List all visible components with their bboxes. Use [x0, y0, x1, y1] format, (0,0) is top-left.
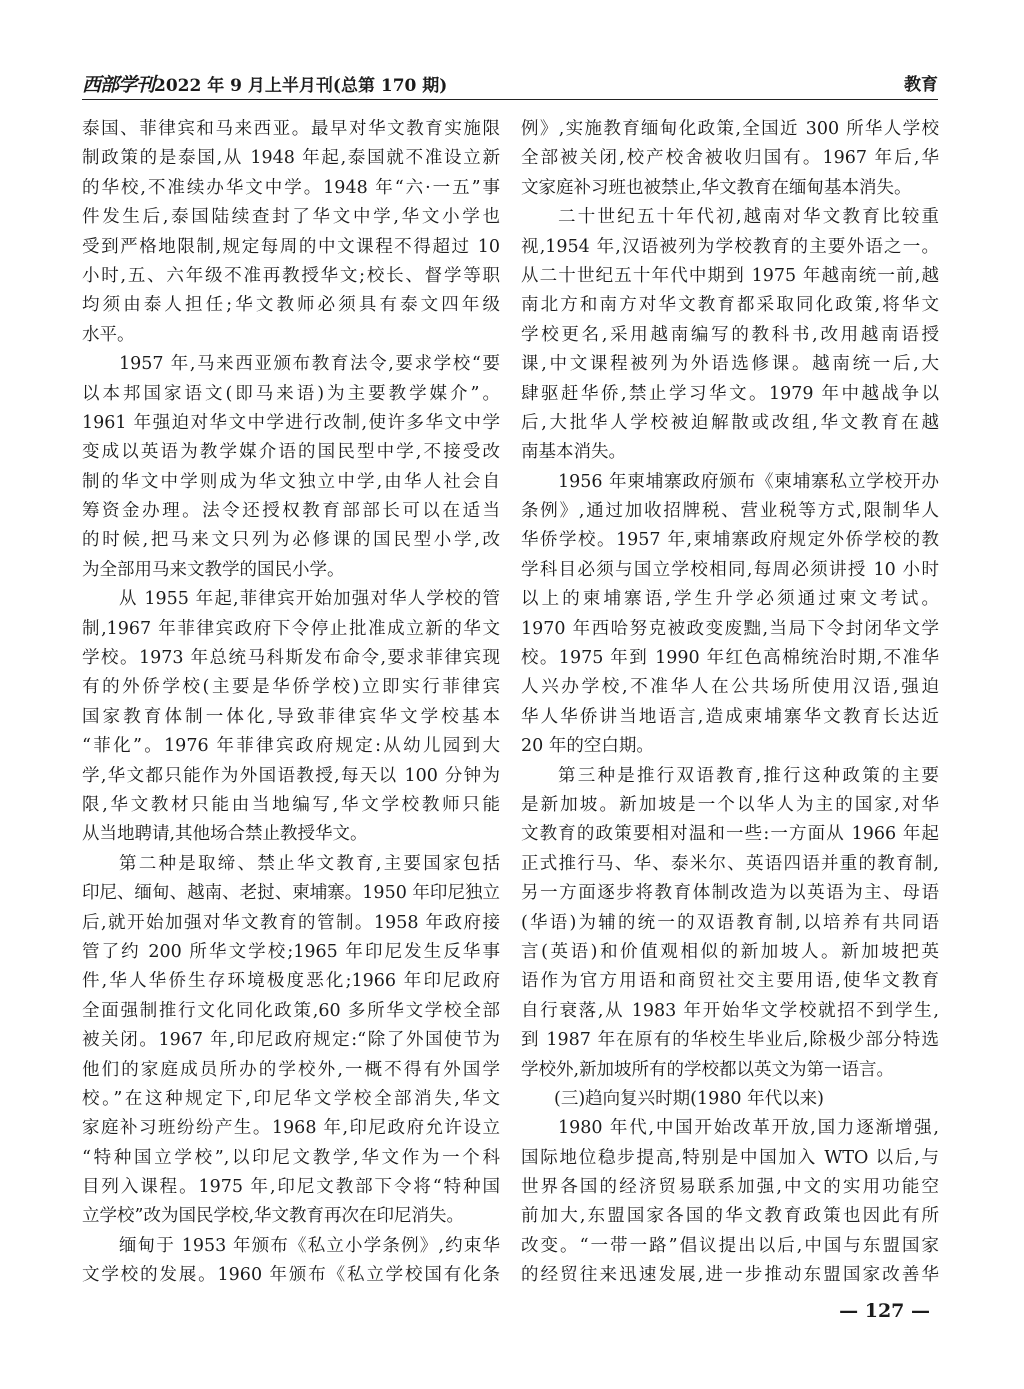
text-line: 文学校的发展。1960 年颁布《私立学校国有化条: [82, 1265, 500, 1286]
text-line: 件,华人华侨生存环境极度恶化;1966 年印尼政府: [82, 971, 500, 992]
text-line: 立学校”改为国民学校,华文教育再次在印尼消失。: [82, 1206, 465, 1227]
journal-logo: 西部学刊: [82, 74, 155, 96]
text-line: 件发生后,泰国陆续查封了华文中学,华文小学也: [82, 207, 500, 228]
text-line: “菲化”。1976 年菲律宾政府规定:从幼儿园到大: [82, 736, 500, 757]
text-line: 人兴办学校,不准华人在公共场所使用汉语,强迫: [521, 677, 939, 698]
text-line: 学科目必须与国立学校相同,每周必须讲授 10 小时: [521, 559, 939, 580]
paragraph: [521, 1114, 939, 1290]
continued-paragraph: [82, 115, 500, 350]
text-line: 1970 年西哈努克被政变废黜,当局下令封闭华文学: [521, 618, 939, 639]
text-line: 受到严格地限制,规定每周的中文课程不得超过 10: [82, 236, 500, 257]
text-line: 华侨学校。1957 年,柬埔寨政府规定外侨学校的教: [521, 530, 939, 551]
header-rule: [82, 99, 938, 100]
text-line: 制,1967 年菲律宾政府下令停止批准成立新的华文: [82, 618, 500, 639]
text-line: 文家庭补习班也被禁止,华文教育在缅甸基本消失。: [521, 177, 912, 198]
text-line: 正式推行马、华、泰米尔、英语四语并重的教育制,: [521, 853, 939, 874]
text-line: 世界各国的经济贸易联系加强,中文的实用功能空: [521, 1177, 939, 1198]
section-subheading: (三)趋向复兴时期(1980 年代以来): [554, 1088, 824, 1109]
text-line: 有的外侨学校(主要是华侨学校)立即实行菲律宾: [82, 677, 500, 698]
right-column: [521, 115, 939, 1291]
text-line: 前加大,东盟国家各国的华文教育政策也因此有所: [521, 1206, 939, 1227]
paragraph: [521, 468, 939, 762]
text-line: 文教育的政策要相对温和一些:一方面从 1966 年起: [521, 824, 939, 845]
text-line: 印尼、缅甸、越南、老挝、柬埔寨。1950 年印尼独立: [82, 883, 500, 904]
section-name: 教育: [904, 75, 938, 95]
text-line: 1980 年代,中国开始改革开放,国力逐渐增强,: [558, 1118, 939, 1139]
issue-info: 2022 年 9 月上半月刊(总第 170 期): [154, 76, 448, 96]
text-line: 另一方面逐步将教育体制改造为以英语为主、母语: [521, 883, 939, 904]
text-line: 目列入课程。1975 年,印尼文教部下令将“特种国: [82, 1177, 500, 1198]
text-line: 1957 年,马来西亚颁布教育法令,要求学校“要: [119, 354, 500, 375]
text-line: 学校更名,采用越南编写的教科书,改用越南语授: [521, 324, 939, 345]
text-line: 变成以英语为教学媒介语的国民型中学,不接受改: [82, 442, 500, 463]
text-line: 泰国、菲律宾和马来西亚。最早对华文教育实施限: [82, 119, 500, 139]
text-line: 第二种是取缔、禁止华文教育,主要国家包括: [119, 853, 500, 874]
paragraph: [521, 762, 939, 1085]
text-line: 是新加坡。新加坡是一个以华人为主的国家,对华: [521, 794, 939, 815]
text-line: 到 1987 年在原有的华校生毕业后,除极少部分特选: [521, 1030, 939, 1051]
text-line: (华语)为辅的统一的双语教育制,以培养有共同语: [521, 912, 939, 933]
text-line: 为全部用马来文教学的国民小学。: [82, 559, 345, 580]
text-line: 国际地位稳步提高,特别是中国加入 WTO 以后,与: [521, 1147, 939, 1168]
text-line: 制的华文中学则成为华文独立中学,由华人社会自: [82, 471, 500, 492]
text-line: 1961 年强迫对华文中学进行改制,使许多华文中学: [82, 412, 500, 433]
text-line: 改变。“一带一路”倡议提出以后,中国与东盟国家: [521, 1235, 939, 1256]
text-line: 从二十世纪五十年代中期到 1975 年越南统一前,越: [521, 265, 939, 286]
text-line: 例》,实施教育缅甸化政策,全国近 300 所华人学校: [521, 119, 939, 139]
text-line: 学校外,新加坡所有的学校都以英文为第一语言。: [521, 1059, 895, 1080]
continued-paragraph: [521, 115, 939, 203]
left-column: [82, 115, 500, 1291]
paragraph: [521, 203, 939, 468]
text-line: 筹资金办理。法令还授权教育部部长可以在适当: [82, 501, 500, 522]
text-line: 小时,五、六年级不准再教授华文;校长、督学等职: [82, 265, 500, 286]
text-line: 全部被关闭,校产校舍被收归国有。1967 年后,华: [521, 148, 939, 169]
text-line: 家庭补习班纷纷产生。1968 年,印尼政府允许设立: [82, 1118, 500, 1139]
text-line: 管了约 200 所华文学校;1965 年印尼发生反华事: [82, 941, 500, 962]
text-line: 1956 年柬埔寨政府颁布《柬埔寨私立学校开办: [558, 471, 939, 492]
text-line: 视,1954 年,汉语被列为学校教育的主要外语之一。: [521, 236, 939, 257]
text-line: 华人华侨讲当地语言,造成柬埔寨华文教育长达近: [521, 706, 939, 727]
page-header: [82, 73, 938, 97]
text-line: 全面强制推行文化同化政策,60 多所华文学校全部: [82, 1000, 500, 1021]
paragraph: [82, 585, 500, 850]
paragraph: [82, 850, 500, 1232]
paragraph: [82, 1232, 500, 1291]
text-line: 学,华文都只能作为外国语教授,每天以 100 分钟为: [82, 765, 500, 786]
text-line: 被关闭。1967 年,印尼政府规定:“除了外国使节为: [82, 1030, 500, 1051]
text-line: 缅甸于 1953 年颁布《私立小学条例》,约束华: [119, 1235, 500, 1256]
paragraph: [82, 350, 500, 585]
text-line: 校。”在这种规定下,印尼华文学校全部消失,华文: [82, 1088, 500, 1109]
page-number: — 127 —: [839, 1300, 930, 1322]
text-line: 条例》,通过加收招牌税、营业税等方式,限制华人: [521, 501, 939, 522]
text-line: 国家教育体制一体化,导致菲律宾华文学校基本: [82, 706, 500, 727]
text-line: 制政策的是泰国,从 1948 年起,泰国就不准设立新: [82, 148, 500, 169]
text-line: 肆驱赶华侨,禁止学习华文。1979 年中越战争以: [521, 383, 939, 404]
text-line: 的时候,把马来文只列为必修课的国民型小学,改: [82, 530, 500, 551]
text-line: 从 1955 年起,菲律宾开始加强对华人学校的管: [119, 589, 500, 610]
text-line: 水平。: [82, 324, 135, 345]
text-line: 语作为官方用语和商贸社交主要用语,使华文教育: [521, 971, 939, 992]
text-line: 限,华文教材只能由当地编写,华文学校教师只能: [82, 794, 500, 815]
text-line: 以上的柬埔寨语,学生升学必须通过柬文考试。: [521, 589, 939, 610]
text-line: 的经贸往来迅速发展,进一步推动东盟国家改善华: [521, 1265, 939, 1286]
text-line: 以本邦国家语文(即马来语)为主要教学媒介”。: [82, 383, 500, 404]
text-line: “特种国立学校”,以印尼文教学,华文作为一个科: [82, 1147, 500, 1168]
text-line: 校。1975 年到 1990 年红色高棉统治时期,不准华: [521, 648, 939, 669]
text-line: 的华校,不准续办华文中学。1948 年“六·一五”事: [82, 177, 500, 198]
text-line: 南北方和南方对华文教育都采取同化政策,将华文: [521, 295, 939, 316]
text-line: 自行衰落,从 1983 年开始华文学校就招不到学生,: [521, 1000, 939, 1021]
text-line: 课,中文课程被列为外语选修课。越南统一后,大: [521, 354, 939, 375]
text-line: 后,大批华人学校被迫解散或改组,华文教育在越: [521, 412, 939, 433]
text-line: 后,就开始加强对华文教育的管制。1958 年政府接: [82, 912, 500, 933]
text-line: 南基本消失。: [521, 442, 626, 463]
text-line: 第三种是推行双语教育,推行这种政策的主要: [558, 765, 939, 786]
text-line: 学校。1973 年总统马科斯发布命令,要求菲律宾现: [82, 648, 500, 669]
text-line: 言(英语)和价值观相似的新加坡人。新加坡把英: [521, 941, 939, 962]
text-line: 从当地聘请,其他场合禁止教授华文。: [82, 824, 368, 845]
text-line: 均须由泰人担任;华文教师必须具有泰文四年级: [82, 295, 500, 316]
text-line: 20 年的空白期。: [521, 736, 654, 757]
text-line: 二十世纪五十年代初,越南对华文教育比较重: [558, 207, 939, 228]
text-line: 他们的家庭成员所办的学校外,一概不得有外国学: [82, 1059, 500, 1080]
